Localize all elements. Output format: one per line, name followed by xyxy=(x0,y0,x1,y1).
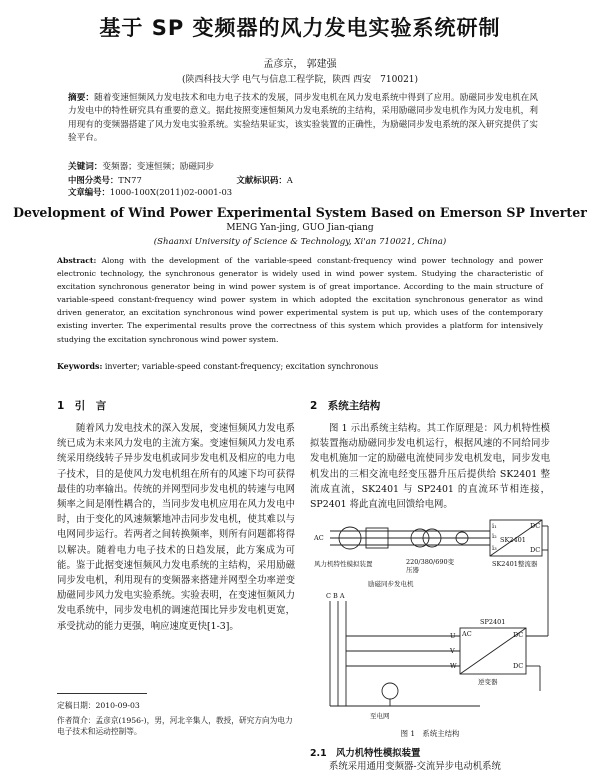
clc-number: 中图分类号：TN77 xyxy=(68,175,142,185)
received-date: 定稿日期：2010-09-03 xyxy=(57,701,140,710)
section-2-heading: 2 系统主结构 xyxy=(310,400,381,412)
classification-line xyxy=(68,174,538,198)
fig-label-wind-model: 风力机特性模拟装置 xyxy=(314,560,373,569)
fig-label-cba: C B A xyxy=(326,592,345,601)
fig-label-sk-rectifier: SK2401整流器 xyxy=(492,560,538,569)
section-1-heading: 1 引 言 xyxy=(57,400,107,412)
section-1-text: 随着风力发电技术的深入发展，变速恒频风力发电系统已成为未来风力发电的主流方案。变速恒频风力发电系统采用绕线转子异步发电机或同步发电机及相应的电力电子技术，目的是使风力发电机组在所有的风速下均可获得最佳的功率输出。传统的并网型同步发电机的转速与电网频率之间是刚性耦合的，当同步发电机应用在风力发电中时，由于变化的风速频繁地冲击同步发电机，使其难以与电网同步运行。若两者之间转换频率，则所有问题都将得以解决。随着电力电子技术的日趋发展，此方案成为可能。鉴于此据变速恒频风力发电系统的主结构，采用励磁同步发电机，利用现有的变频器来搭建并网型全功率逆变励磁同步风力发电实验系统。实验表明，在变速恒频风力发电系统中，同步发电机的调速范围比异步发电机更宽，承受扰动的能力更强，响应速度更快[1-3]。 xyxy=(57,423,295,632)
page-title: 基于 SP 变频器的风力发电实验系统研制 xyxy=(99,16,501,40)
generator-circle xyxy=(382,683,398,699)
footnote-rule xyxy=(57,693,147,694)
fig-label-v: V xyxy=(450,647,455,656)
fig-label-dc-bot: DC xyxy=(513,662,524,671)
keywords-en xyxy=(57,362,543,371)
abstract-en-label: Abstract: xyxy=(57,256,97,265)
affiliation-cn: (陕西科技大学 电气与信息工程学院，陕西 西安 710021) xyxy=(181,75,419,85)
keywords-cn-label: 关键词： xyxy=(68,162,103,172)
subsection-2-1-text: 系统采用通用变频器-交流异步电动机系统 xyxy=(329,761,501,773)
abstract-en xyxy=(57,254,543,346)
system-structure-figure xyxy=(310,516,550,726)
fig-label-dc-a: DC xyxy=(530,522,541,531)
abstract-cn-label: 摘要： xyxy=(68,93,95,103)
keywords-cn xyxy=(68,160,538,172)
fig-label-inverter: 逆变器 xyxy=(478,678,498,687)
left-column xyxy=(57,398,295,634)
figure-caption: 图 1 系统主结构 xyxy=(400,729,460,739)
fig-label-i3: i₃ xyxy=(492,544,497,553)
fig-label-i1: i₁ xyxy=(492,522,497,531)
english-title: Development of Wind Power Experimental System Based on Emerson SP Inverter xyxy=(13,205,587,220)
authors-cn: 孟彦京， 郭建强 xyxy=(263,59,337,70)
section-2-text: 图 1 示出系统主结构。其工作原理是：风力机特性模拟装置拖动励磁同步发电机运行，根据风速的不同给同步发电机施加一定的励磁电流使同步发电机发电，同步发电机发出的三相交流电经变压器升压后提供给 SK2401 整流成直流，SK2401 与 SP2401 的直流环节相连接，SP2401 将此直流电回馈给电网。 xyxy=(310,423,550,511)
fig-label-sk2401: SK2401 xyxy=(500,536,526,545)
right-column xyxy=(310,398,550,774)
fig-label-exc-gen: 励磁同步发电机 xyxy=(368,580,414,589)
fig-label-transformer: 220/380/690变压器 xyxy=(406,558,455,575)
fig-label-ac: AC xyxy=(314,534,324,543)
abstract-en-text: Along with the development of the variable-speed constant-frequency wind power technology and power electronic technology, the synchronous generator is widely used in wind power system. Studying the characteristic of excitation synchronous generator being in wind power system is of great importance. According to the main structure of variable-speed constant-frequency wind power system in which adopted the excitation synchronous generator as wind driven generator, an excitation synchronous wind power experimental system is put up, which uses of the contemporary existing inverter. The experimental results prove the correctness of this system which provides a platform for intensively studying the excitation synchronous wind power system. xyxy=(57,256,543,344)
keywords-en-text: inverter; variable-speed constant-frequency; excitation synchronous xyxy=(104,362,379,371)
figure-drawing xyxy=(310,516,550,726)
affiliation-en: (Shaanxi University of Science & Technology, Xi'an 710021, China) xyxy=(153,237,447,247)
fig-label-i2: i₂ xyxy=(492,532,497,541)
abstract-cn xyxy=(68,92,538,145)
document-code: 文献标识码：A xyxy=(236,175,293,185)
fig-label-dc-mid: DC xyxy=(513,631,524,640)
fig-label-sp2401: SP2401 xyxy=(480,618,506,627)
article-id: 文章编号：1000-100X(2011)02-0001-03 xyxy=(68,187,233,197)
authors-en: MENG Yan-jing, GUO Jian-qiang xyxy=(226,223,374,233)
author-bio: 作者简介：孟彦京(1956-)，男，河北辛集人，教授，研究方向为电力电子技术和运动控制等。 xyxy=(57,716,293,736)
abstract-cn-text: 随着变速恒频风力发电技术和电力电子技术的发展，同步发电机在风力发电系统中得到了应用。励磁同步发电机在风力发电中的特性研究具有重要的意义。据此按照变速恒频风力发电系统的主结构，采用励磁同步发电机作为风力发电机，利用现有的变频器搭建了风力发电实验系统。实验结果证实，该实验装置的正确性，为励磁同步发电系统的深入研究提供了实验平台。 xyxy=(68,93,538,143)
fig-label-w: W xyxy=(450,662,457,671)
fig-label-grid: 至电网 xyxy=(370,712,390,721)
keywords-en-label: Keywords: xyxy=(57,362,103,371)
fig-label-dc-b: DC xyxy=(530,546,541,555)
fig-label-ac-bot: AC xyxy=(462,630,472,639)
keywords-cn-text: 变频器；变速恒频；励磁同步 xyxy=(102,162,215,172)
fig-label-u: U xyxy=(450,632,456,641)
subsection-2-1-heading: 2.1 风力机特性模拟装置 xyxy=(310,748,421,760)
